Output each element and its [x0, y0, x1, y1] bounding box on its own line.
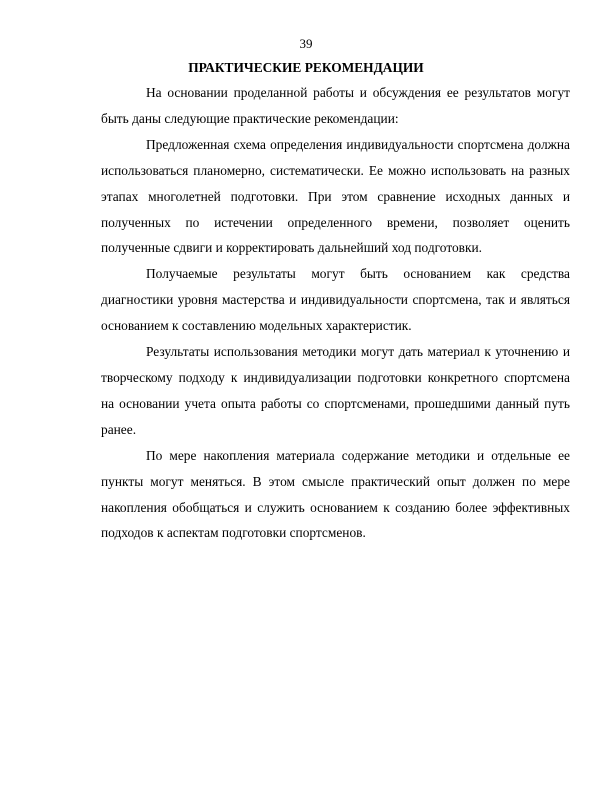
paragraph-experience: По мере накопления материала содержание методики и отдельные ее пункты могут меняться. В этом смысле практический опыт должен по мере накопления обобщаться и служить основанием к созданию более эффективных подходов к аспектам подготовки спортсменов.	[101, 447, 570, 541]
page-title: ПРАКТИЧЕСКИЕ РЕКОМЕНДАЦИИ	[188, 60, 424, 75]
paragraph-results: Получаемые результаты могут быть основанием как средства диагностики уровня мастерства и индивидуальности спортсмена, так и являться основанием к составлению модельных характеристик.	[101, 266, 570, 334]
page-number: 39	[299, 36, 313, 51]
paragraph-intro: На основании проделанной работы и обсуждения ее результатов могут быть даны следующие практические рекомендации:	[101, 85, 570, 126]
paragraph-scheme: Предложенная схема определения индивидуальности спортсмена должна использоваться планомерно, систематически. Ее можно использовать на разных этапах многолетней подготовки. При этом сравнение исходных данных и полученных по истечении определенного времени, позволяет оценить полученные сдвиги и корректировать дальнейший ход подготовки.	[101, 136, 570, 256]
body-text	[101, 80, 570, 546]
paragraph-methodology: Результаты использования методики могут дать материал к уточнению и творческому подходу к индивидуализации подготовки конкретного спортсмена на основании учета опыта работы со спортсменами, прошедшими данный путь ранее.	[101, 344, 570, 437]
